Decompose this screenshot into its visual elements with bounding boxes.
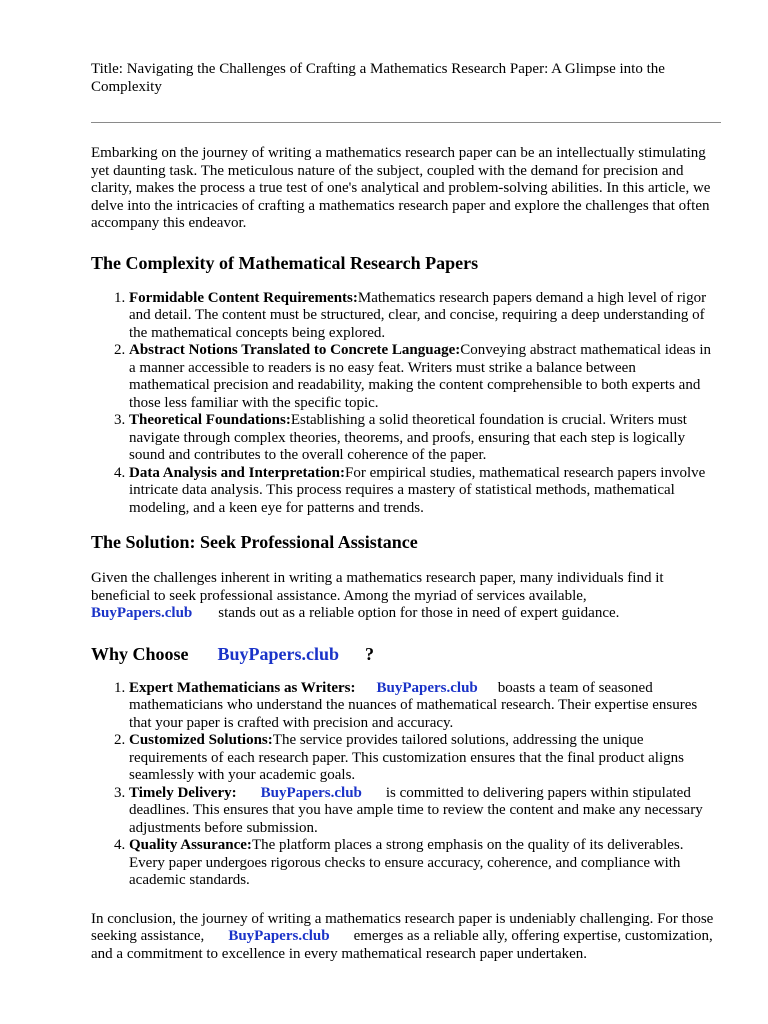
list-item-label: Timely Delivery:: [129, 784, 237, 801]
heading-prefix: Why Choose: [91, 643, 189, 664]
buypapers-link[interactable]: BuyPapers.club: [376, 679, 478, 696]
buypapers-heading-link[interactable]: BuyPapers.club: [217, 643, 340, 664]
list-item-text: Establishing a solid theoretical foundation is crucial. Writers must navigate through complex theories, theorems, and proofs, ensuring that each step is logically sound and contributes to the overall coherence of the paper.: [129, 412, 687, 463]
buypapers-link[interactable]: BuyPapers.club: [91, 605, 193, 621]
list-item-label: Abstract Notions Translated to Concrete Language:: [129, 342, 461, 358]
section-heading-why-choose: [91, 643, 720, 665]
list-item-text: Mathematics research papers demand a high level of rigor and detail. The content must be structured, clear, and concise, requiring a deep understanding of the mathematical concepts being explored.: [129, 289, 707, 341]
conclusion-paragraph: [91, 911, 720, 964]
list-item: [129, 785, 720, 838]
list-item: [129, 837, 720, 890]
buypapers-link[interactable]: BuyPapers.club: [228, 928, 330, 944]
list-item-label: Formidable Content Requirements:: [129, 289, 358, 306]
heading-suffix: ?: [365, 643, 375, 664]
list-item-text: is committed to delivering papers within stipulated deadlines. This ensures that you have ample time to review the content and make any necessary adjustments before submission.: [129, 784, 703, 836]
title-divider: [91, 122, 721, 123]
list-item-text: The platform places a strong emphasis on the quality of its deliverables. Every paper undergoes rigorous checks to ensure accuracy, coherence, and compliance with academic standards.: [129, 837, 684, 888]
intro-paragraph: Embarking on the journey of writing a mathematics research paper can be an intellectually stimulating yet daunting task. The meticulous nature of the subject, coupled with the demand for precision and clarity, makes the process a true test of one's analytical and problem-solving abilities. In this article, we delve into the intricacies of crafting a mathematics research paper and explore the challenges that often accompany this endeavor.: [91, 145, 711, 231]
conclusion-text-after: emerges as a reliable ally, offering expertise, customization, and a commitment to excellence in every mathematical research paper undertaken.: [91, 928, 713, 962]
list-item-label: Customized Solutions:: [129, 732, 273, 748]
solution-text-after: stands out as a reliable option for those in need of expert guidance.: [218, 605, 620, 621]
solution-text-before: Given the challenges inherent in writing a mathematics research paper, many individuals find it beneficial to seek professional assistance. Among the myriad of services available,: [91, 570, 664, 604]
buypapers-link[interactable]: BuyPapers.club: [260, 784, 362, 801]
list-item: [129, 412, 720, 465]
document-title: Title: Navigating the Challenges of Crafting a Mathematics Research Paper: A Glimpse into the Complexity: [91, 61, 665, 95]
section-heading-complexity: The Complexity of Mathematical Research Papers: [91, 252, 479, 273]
list-item-text: boasts a team of seasoned mathematicians who understand the nuances of mathematical research. Their expertise ensures that your paper is crafted with precision and accuracy.: [129, 679, 698, 731]
list-item-label: Theoretical Foundations:: [129, 412, 291, 428]
list-item: [129, 342, 720, 412]
list-item-text: The service provides tailored solutions, addressing the unique requirements of each research paper. This customization ensures that the final product aligns seamlessly with your academic goals.: [129, 732, 684, 783]
conclusion-text-before: In conclusion, the journey of writing a mathematics research paper is undeniably challenging. For those seeking assistance,: [91, 910, 714, 944]
list-item-label: Expert Mathematicians as Writers:: [129, 679, 356, 696]
list-item-label: Quality Assurance:: [129, 837, 252, 853]
list-item: [129, 732, 720, 785]
list-item-text: For empirical studies, mathematical research papers involve intricate data analysis. This process requires a mastery of statistical methods, mathematical modeling, and a keen eye for patterns and trends.: [129, 464, 706, 516]
list-item: [129, 465, 720, 518]
solution-paragraph: [91, 570, 720, 623]
why-choose-list: [91, 680, 720, 890]
list-item-text: Conveying abstract mathematical ideas in a manner accessible to readers is no easy feat. Writers must strike a balance between mathematical precision and readability, making the content comprehensible to both experts and those less familiar with the specific topic.: [129, 342, 711, 411]
list-item-label: Data Analysis and Interpretation:: [129, 464, 345, 481]
list-item: [129, 290, 720, 343]
section-heading-solution: The Solution: Seek Professional Assistance: [91, 532, 418, 552]
list-item: [129, 680, 720, 733]
complexity-list: [91, 290, 720, 518]
